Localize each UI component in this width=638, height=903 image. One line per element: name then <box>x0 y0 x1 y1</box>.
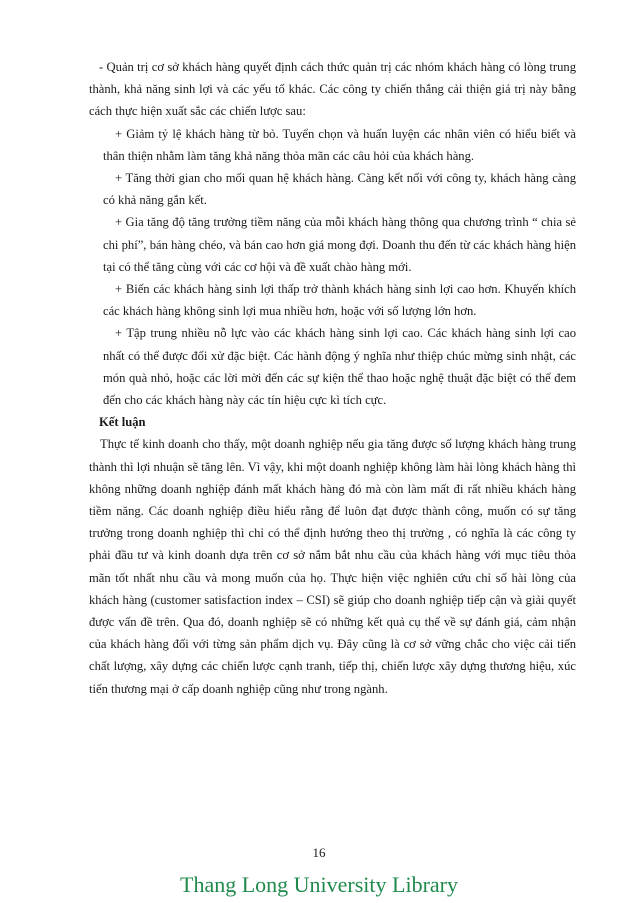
conclusion-heading: Kết luận <box>99 415 146 430</box>
page-content <box>89 56 576 700</box>
strategy-item-3: + Gia tăng độ tăng trưởng tiềm năng của mỗi khách hàng thông qua chương trình “ chia sẻ chi phí”, bán hàng chéo, và bán cao hơn giá mong đợi. Doanh thu đến từ các khách hàng hiện tại có thể tăng cùng với các cơ hội và đề xuất chào hàng mới. <box>103 215 576 274</box>
footer-library-name: Thang Long University Library <box>180 872 458 897</box>
strategy-item-1: + Giảm tỷ lệ khách hàng từ bỏ. Tuyển chọn và huấn luyện các nhân viên có hiểu biết và thân thiện nhằm làm tăng khả năng thỏa mãn các câu hỏi của khách hàng. <box>103 126 576 163</box>
page-number: 16 <box>312 845 326 860</box>
strategy-item-2: + Tăng thời gian cho mối quan hệ khách hàng. Càng kết nối với công ty, khách hàng càng có khả năng gắn kết. <box>103 171 576 208</box>
intro-paragraph: - Quản trị cơ sở khách hàng quyết định cách thức quản trị các nhóm khách hàng có lòng trung thành, khả năng sinh lợi và các yếu tố khác. Các công ty chiến thắng cải thiện giá trị này bằng cách thực hiện xuất sắc các chiến lược sau: <box>89 60 576 119</box>
strategy-item-4: + Biến các khách hàng sinh lợi thấp trở thành khách hàng sinh lợi cao hơn. Khuyến khích các khách hàng không sinh lợi mua nhiều hơn, hoặc với số lượng lớn hơn. <box>103 282 576 319</box>
strategy-item-5: + Tập trung nhiều nỗ lực vào các khách hàng sinh lợi cao. Các khách hàng sinh lợi cao nhất có thể được đối xử đặc biệt. Các hành động ý nghĩa như thiệp chúc mừng sinh nhật, các món quà nhỏ, hoặc các lời mời đến các sự kiện thể thao hoặc nghệ thuật đặc biệt có thể đem đến cho các khách hàng này các tín hiệu cực kì tích cực. <box>103 326 576 408</box>
strategy-list <box>89 123 576 412</box>
conclusion-paragraph: Thực tế kinh doanh cho thấy, một doanh nghiệp nếu gia tăng được số lượng khách hàng trung thành thì lợi nhuận sẽ tăng lên. Vì vậy, khi một doanh nghiệp không làm hài lòng khách hàng thì không những doanh nghiệp đánh mất khách hàng đó mà còn làm mất đi rất nhiều khách hàng tiềm năng. Các doanh nghiệp điều hiểu rằng để luôn đạt được thành công, muốn có sự tăng trưởng trong doanh nghiệp thì chỉ có thể định hướng theo thị trường , có nghĩa là các công ty phải đầu tư và kinh doanh dựa trên cơ sở nắm bắt nhu cầu của khách hàng với mục tiêu thỏa mãn tốt nhất nhu cầu và mong muốn của họ. Thực hiện việc nghiên cứu chỉ số hài lòng của khách hàng (customer satisfaction index – CSI) sẽ giúp cho doanh nghiệp tiếp cận và giải quyết được vấn đề trên. Qua đó, doanh nghiệp sẽ có những kết quả cụ thể về sự đánh giá, cảm nhận của khách hàng đối với từng sản phẩm dịch vụ. Đây cũng là cơ sở vững chắc cho việc cải tiến chất lượng, xây dựng các chiến lược cạnh tranh, tiếp thị, chiến lược xây dựng thương hiệu, xúc tiến thương mại ở cấp doanh nghiệp cũng như trong ngành. <box>89 437 576 696</box>
